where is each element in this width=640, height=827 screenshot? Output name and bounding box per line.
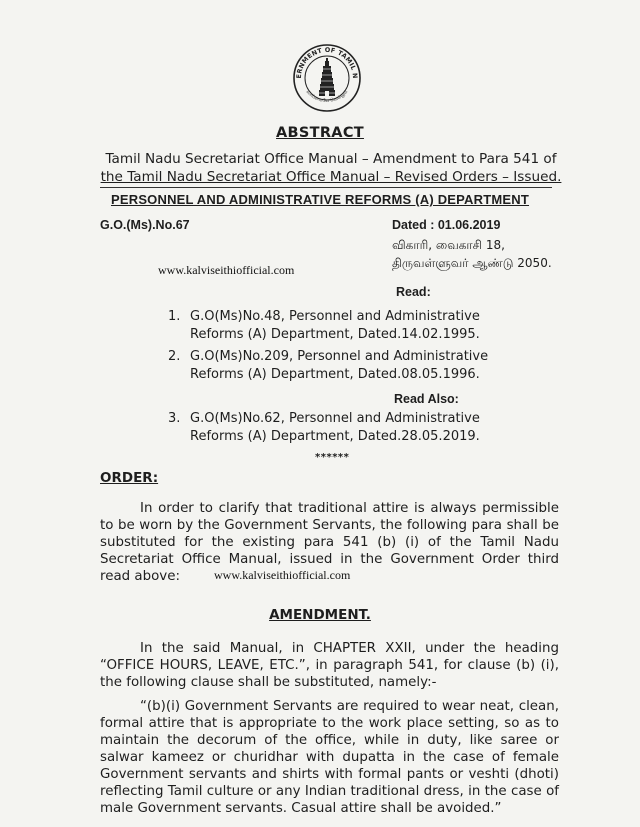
subject-divider	[100, 187, 552, 188]
order-heading: ORDER:	[100, 470, 159, 486]
reference-item	[168, 308, 528, 348]
tamil-date	[392, 236, 552, 272]
separator-stars: ******	[315, 452, 350, 463]
amendment-clause: “(b)(i) Government Servants are required to wear neat, clean, formal attire that is appropriate to the work place setting, so as to maintain the decorum of the office, while in duty, like saree or salwar kameez or churidhar with dupatta in the case of female Government servants and shirts with formal pants or veshti (dhoti) reflecting Tamil culture or any Indian traditional dress, in the case of male Government servants. Casual attire shall be avoided.”	[100, 699, 559, 816]
reference-number: 2.	[168, 349, 181, 364]
svg-text:GOVERNMENT OF TAMIL NADU: ERNMENT OF TAMIL N	[294, 45, 360, 79]
tamil-nadu-emblem	[292, 40, 362, 116]
amendment-heading: AMENDMENT.	[269, 607, 371, 623]
read-heading: Read:	[396, 285, 431, 299]
reference-text: G.O(Ms)No.62, Personnel and Administrative Reforms (A) Department, Dated.28.05.2019.	[190, 411, 480, 444]
reference-text: G.O(Ms)No.48, Personnel and Administrative Reforms (A) Department, Dated.14.02.1995.	[190, 309, 480, 342]
department-heading: PERSONNEL AND ADMINISTRATIVE REFORMS (A) DEPARTMENT	[110, 192, 530, 207]
tamil-nadu-government-emblem-icon	[292, 40, 362, 116]
tamil-date-line-2: திருவள்ளுவர் ஆண்டு 2050.	[392, 256, 552, 270]
reference-text: G.O(Ms)No.209, Personnel and Administrative Reforms (A) Department, Dated.08.05.1996.	[190, 349, 489, 382]
watermark-url: www.kalviseithiofficial.com	[158, 263, 295, 277]
reference-item	[168, 348, 528, 388]
abstract-title: ABSTRACT	[276, 125, 364, 141]
amendment-paragraph: In the said Manual, in CHAPTER XXII, under the heading “OFFICE HOURS, LEAVE, ETC.”, in paragraph 541, for clause (b) (i), the following clause shall be substituted, namely:-	[100, 641, 559, 690]
order-date: Dated : 01.06.2019	[392, 218, 501, 232]
watermark-url: www.kalviseithiofficial.com	[214, 568, 351, 582]
order-subject	[96, 150, 566, 186]
reference-item	[168, 410, 528, 450]
tamil-date-line-1: விகாரி, வைகாசி 18,	[392, 238, 505, 252]
subject-line-1: Tamil Nadu Secretariat Office Manual – Amendment to Para 541 of	[105, 151, 557, 167]
go-number: G.O.(Ms).No.67	[100, 218, 190, 232]
order-paragraph: In order to clarify that traditional attire is always permissible to be worn by the Government Servants, the following para shall be substituted for the existing para 541 (b) (i) of the Tamil Nadu Secretariat Office Manual, issued in the Government Order third read above:	[100, 501, 559, 584]
read-also-heading: Read Also:	[394, 392, 459, 406]
svg-text:வாய்மையே வெல்லும்: வாய்மையே வெல்லும்	[304, 89, 350, 105]
reference-number: 3.	[168, 411, 181, 426]
reference-number: 1.	[168, 309, 181, 324]
subject-line-2: the Tamil Nadu Secretariat Office Manual – Revised Orders – Issued.	[100, 169, 562, 185]
